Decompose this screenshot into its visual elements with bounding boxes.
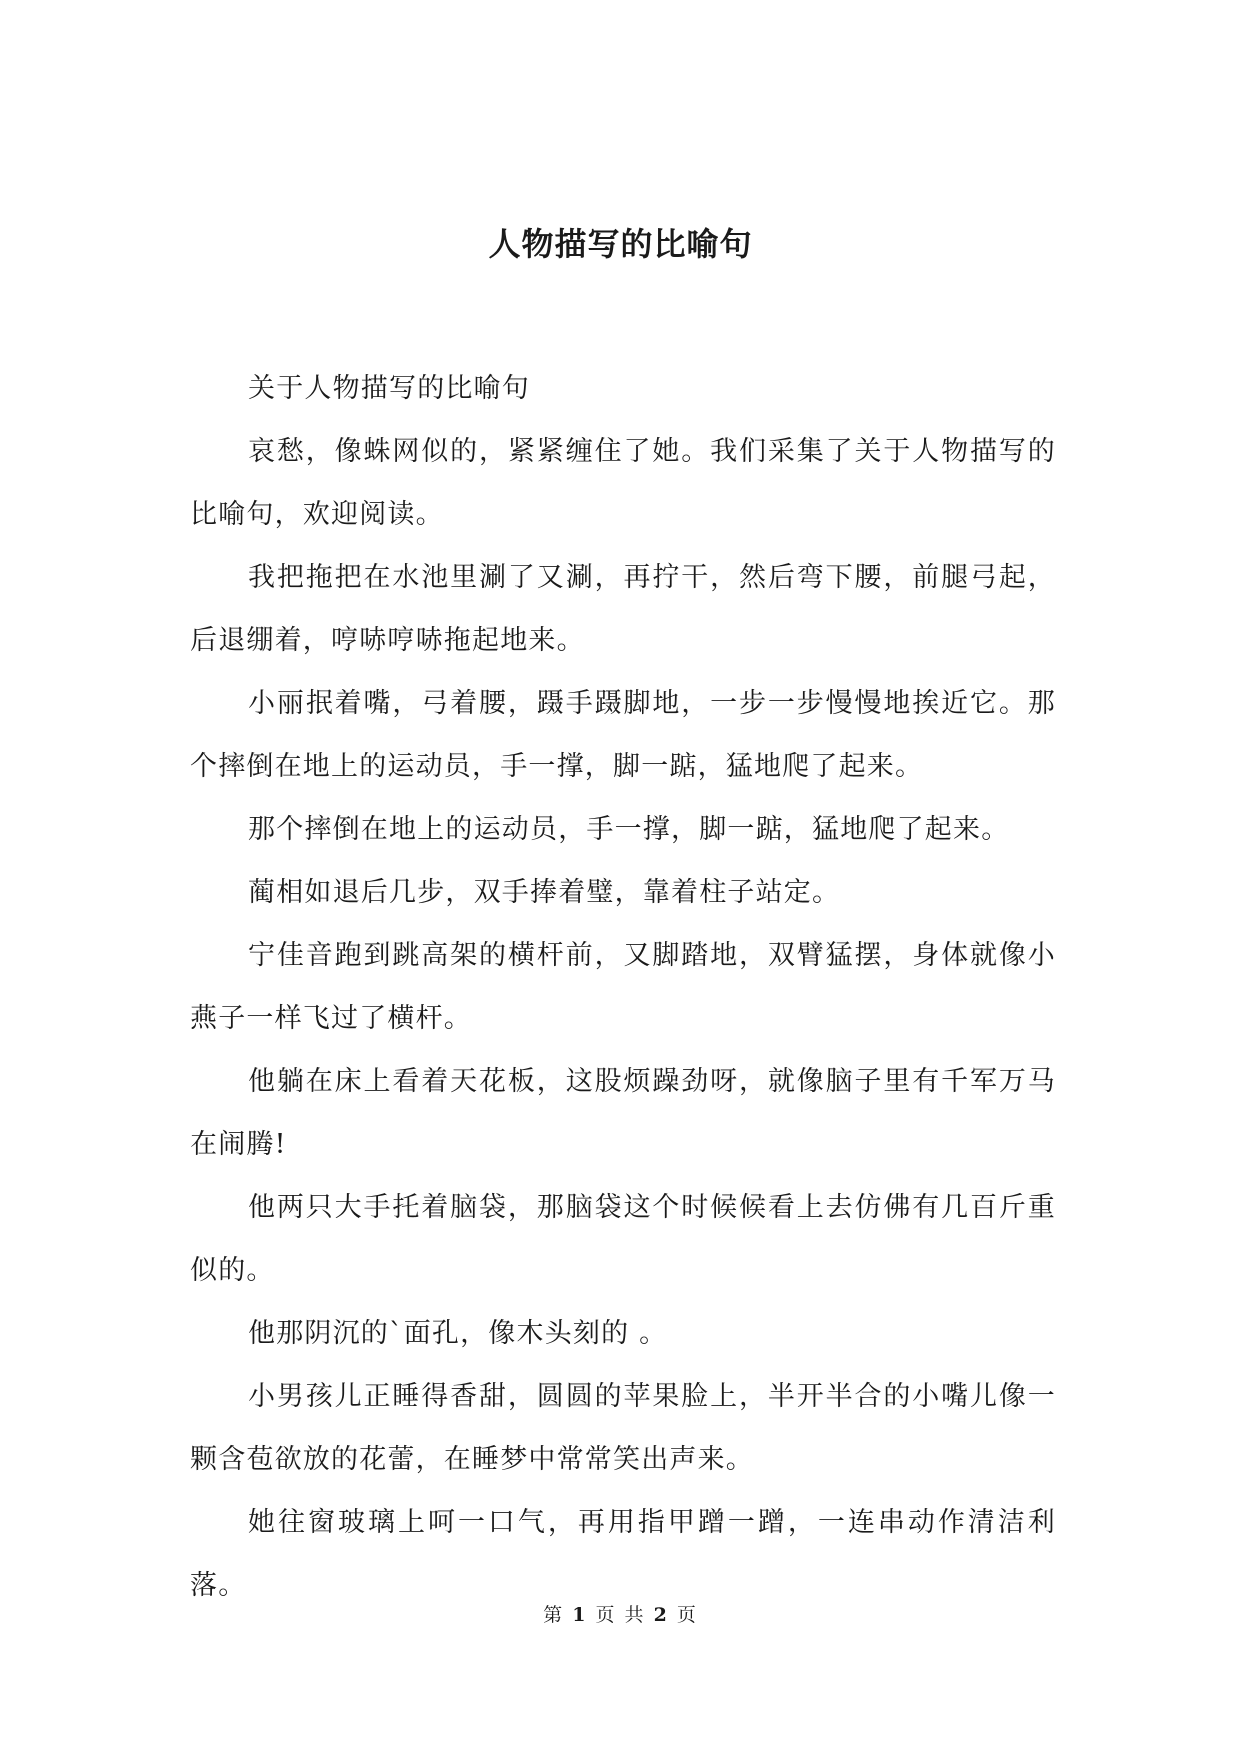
paragraph: 蔺相如退后几步，双手捧着璧，靠着柱子站定。 xyxy=(248,877,841,908)
paragraph: 宁佳音跑到跳高架的横杆前，又脚踏地，双臂猛摆，身体就像小燕子一样飞过了横杆。 xyxy=(190,940,1056,1034)
paragraph: 那个摔倒在地上的运动员，手一撑，脚一踮，猛地爬了起来。 xyxy=(248,814,1010,845)
paragraph: 小男孩儿正睡得香甜，圆圆的苹果脸上，半开半合的小嘴儿像一颗含苞欲放的花蕾，在睡梦中常常笑出声来。 xyxy=(190,1381,1056,1475)
paragraph: 他两只大手托着脑袋，那脑袋这个时候候看上去仿佛有几百斤重似的。 xyxy=(190,1192,1056,1286)
paragraph: 关于人物描写的比喻句 xyxy=(248,373,530,404)
paragraph: 他躺在床上看着天花板，这股烦躁劲呀，就像脑子里有千军万马在闹腾! xyxy=(190,1066,1056,1160)
paragraph: 哀愁，像蛛网似的，紧紧缠住了她。我们采集了关于人物描写的比喻句，欢迎阅读。 xyxy=(190,436,1056,530)
footer-suffix: 页 xyxy=(676,1604,698,1626)
page-footer xyxy=(0,1602,1241,1628)
current-page-number: 1 xyxy=(572,1604,588,1626)
document-title: 人物描写的比喻句 xyxy=(488,225,753,263)
paragraph: 我把拖把在水池里涮了又涮，再拧干，然后弯下腰，前腿弓起，后退绷着，哼哧哼哧拖起地来。 xyxy=(190,562,1056,656)
paragraph: 他那阴沉的`面孔，像木头刻的 。 xyxy=(248,1318,668,1349)
footer-prefix: 第 xyxy=(543,1604,565,1626)
paragraph: 小丽抿着嘴，弓着腰，蹑手蹑脚地，一步一步慢慢地挨近它。那个摔倒在地上的运动员，手一撑，脚一踮，猛地爬了起来。 xyxy=(190,688,1056,782)
footer-middle: 页 共 xyxy=(595,1604,646,1626)
paragraph: 她往窗玻璃上呵一口气，再用指甲蹭一蹭，一连串动作清洁利落。 xyxy=(190,1507,1056,1601)
document-body xyxy=(190,357,1056,1617)
total-page-count: 2 xyxy=(653,1604,669,1626)
